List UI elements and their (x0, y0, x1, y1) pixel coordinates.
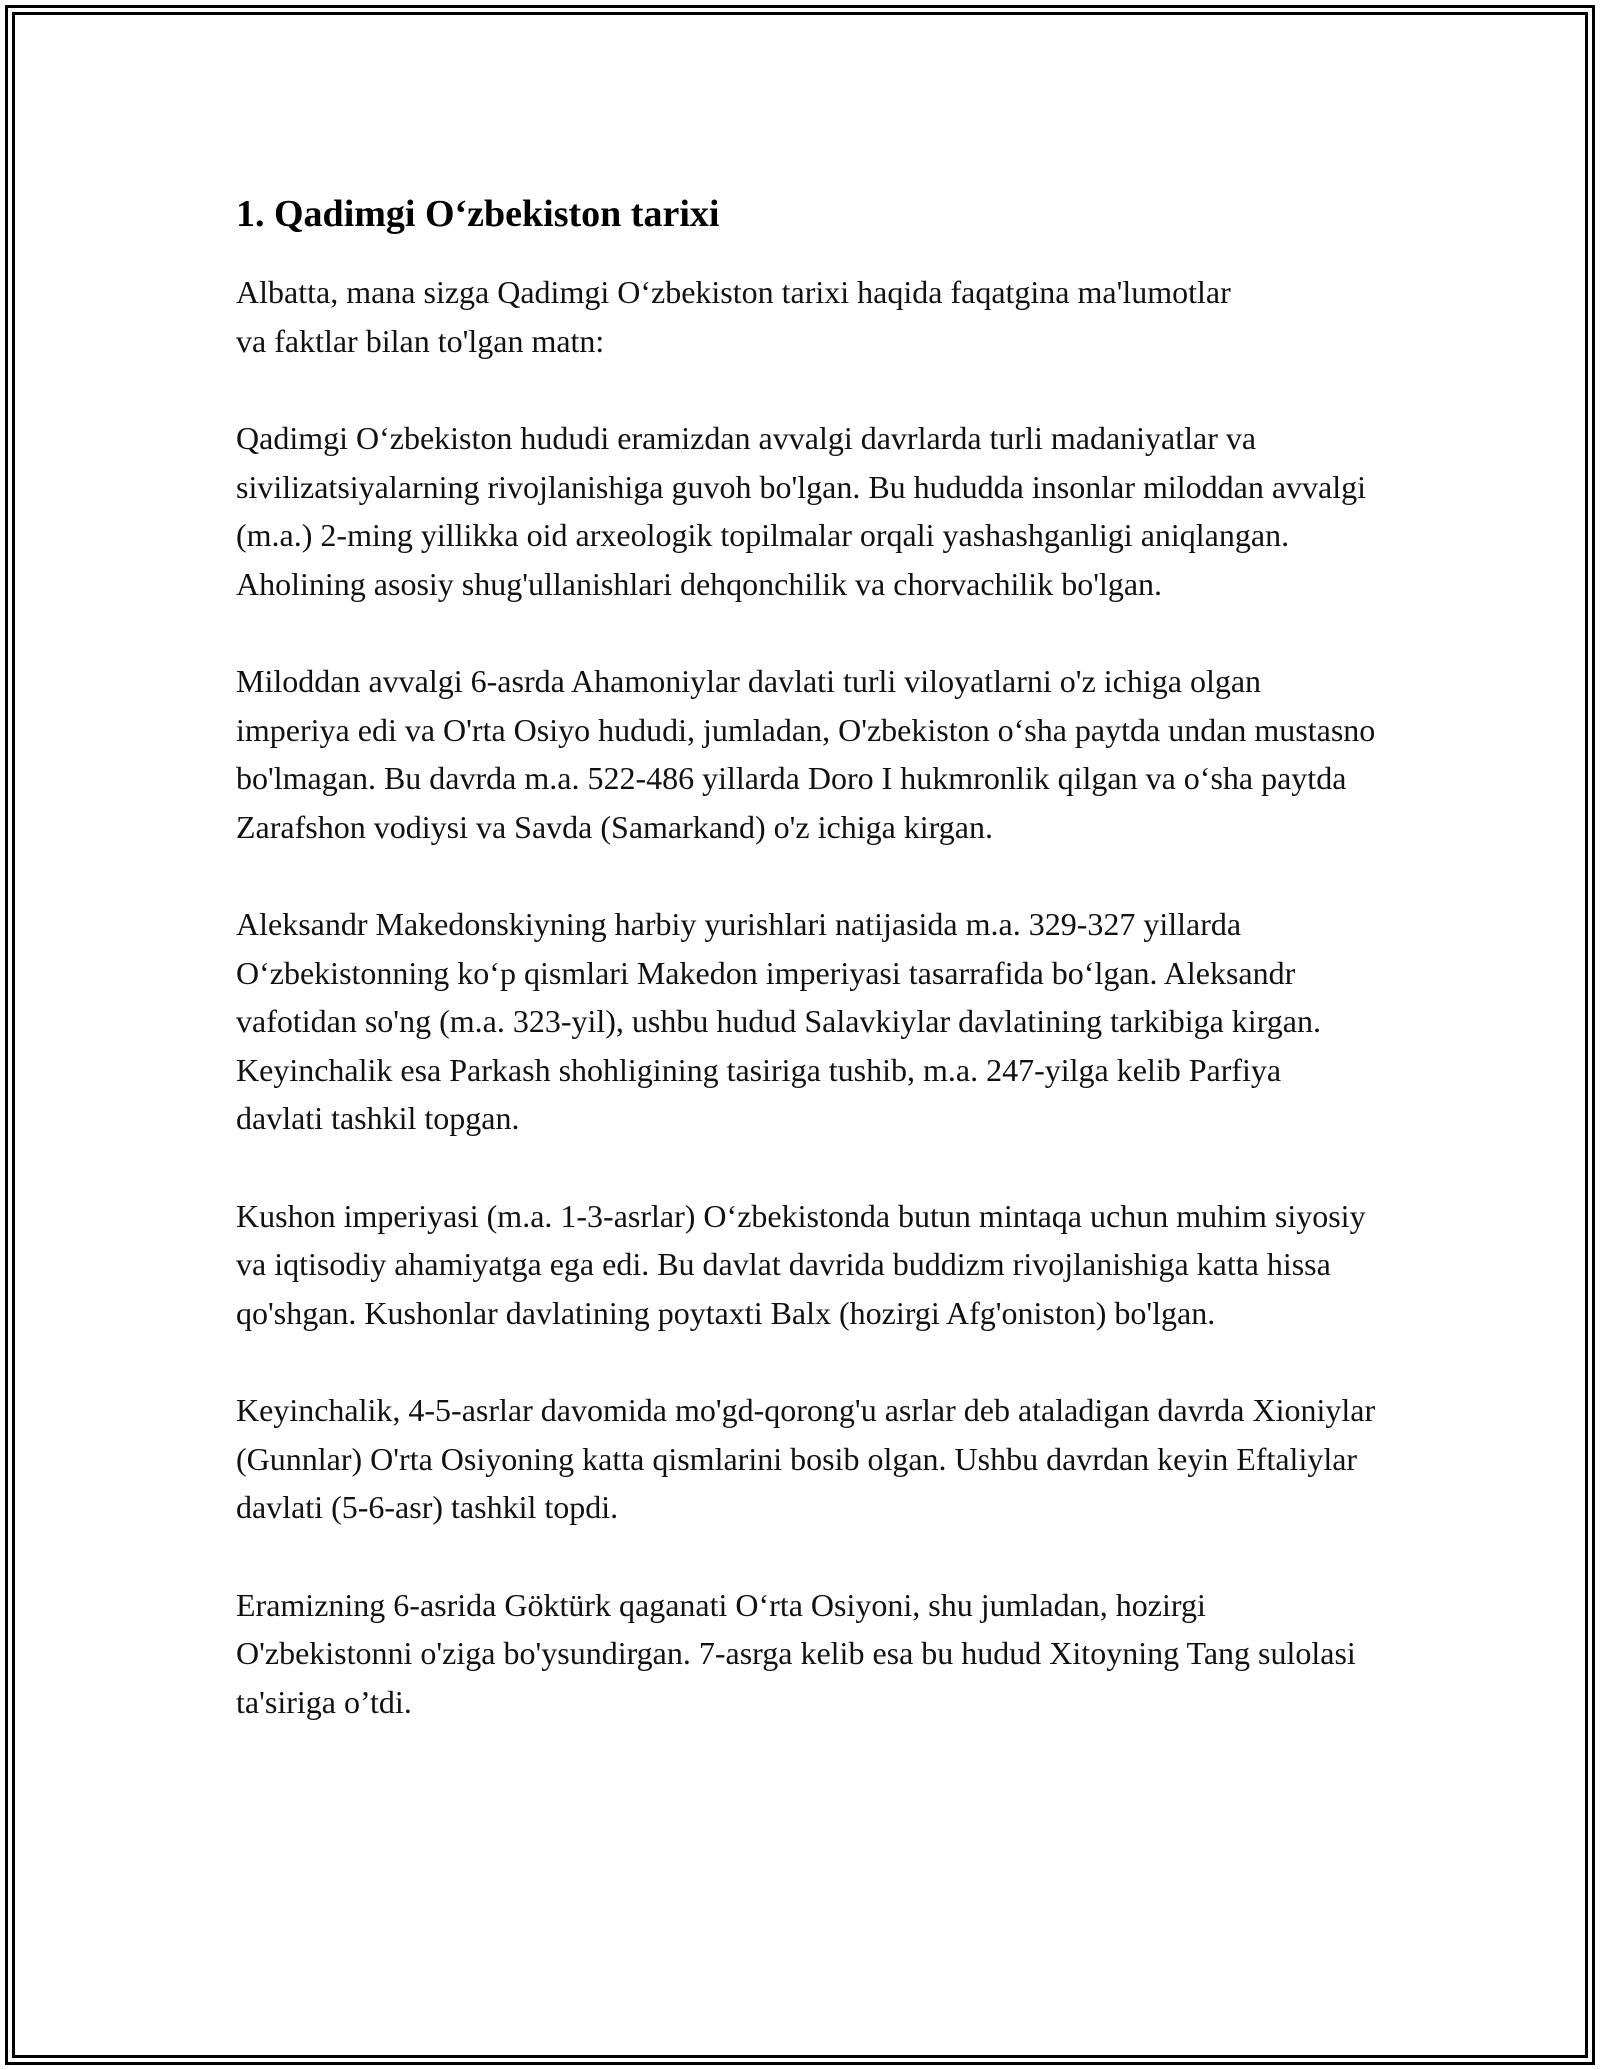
paragraph-alexander: Aleksandr Makedonskiyning harbiy yurishlari natijasida m.a. 329-327 yillarda O‘zbekistonning ko‘p qismlari Makedon imperiyasi tasarrafida bo‘lgan. Aleksandr vafotidan so'ng (m.a. 323-yil), ushbu hudud Salavkiylar davlatining tarkibiga kirgan. Keyinchalik esa Parkash shohligining tasiriga tushib, m.a. 247-yilga kelib Parfiya davlati tashkil topgan. (236, 906, 1321, 1136)
document-body (236, 186, 1376, 1775)
document-title: 1. Qadimgi O‘zbekiston tarixi (236, 193, 720, 235)
paragraph-ancient-territory: Qadimgi O‘zbekiston hududi eramizdan avvalgi davrlarda turli madaniyatlar va sivilizatsiyalarning rivojlanishiga guvoh bo'lgan. Bu hududda insonlar miloddan avvalgi (m.a.) 2-ming yillikka oid arxeologik topilmalar orqali yashashganligi aniqlangan. Aholining asosiy shug'ullanishlari dehqonchilik va chorvachilik bo'lgan. (236, 420, 1367, 602)
paragraph-achaemenids: Miloddan avvalgi 6-asrda Ahamoniylar davlati turli viloyatlarni o'z ichiga olgan imperiya edi va O'rta Osiyo hududi, jumladan, O'zbekiston o‘sha paytda undan mustasno bo'lmagan. Bu davrda m.a. 522-486 yillarda Doro I hukmronlik qilgan va o‘sha paytda Zarafshon vodiysi va Savda (Samarkand) o'z ichiga kirgan. (236, 663, 1376, 845)
paragraph-intro: Albatta, mana sizga Qadimgi O‘zbekiston tarixi haqida faqatgina ma'lumotlar va faktlar bilan to'lgan matn: (236, 274, 1231, 359)
paragraph-gokturk: Eramizning 6-asrida Göktürk qaganati O‘rta Osiyoni, shu jumladan, hozirgi O'zbekistonni o'ziga bo'ysundirgan. 7-asrga kelib esa bu hudud Xitoyning Tang sulolasi ta'siriga o’tdi. (236, 1586, 1356, 1720)
paragraph-kushan: Kushon imperiyasi (m.a. 1-3-asrlar) O‘zbekistonda butun mintaqa uchun muhim siyosiy va iqtisodiy ahamiyatga ega edi. Bu davlat davrida buddizm rivojlanishiga katta hissa qo'shgan. Kushonlar davlatining poytaxti Balx (hozirgi Afg'oniston) bo'lgan. (236, 1197, 1366, 1331)
paragraph-xionites: Keyinchalik, 4-5-asrlar davomida mo'gd-qorong'u asrlar deb ataladigan davrda Xioniylar (Gunnlar) O'rta Osiyoning katta qismlarini bosib olgan. Ushbu davrdan keyin Eftaliylar davlati (5-6-asr) tashkil topdi. (236, 1392, 1376, 1525)
